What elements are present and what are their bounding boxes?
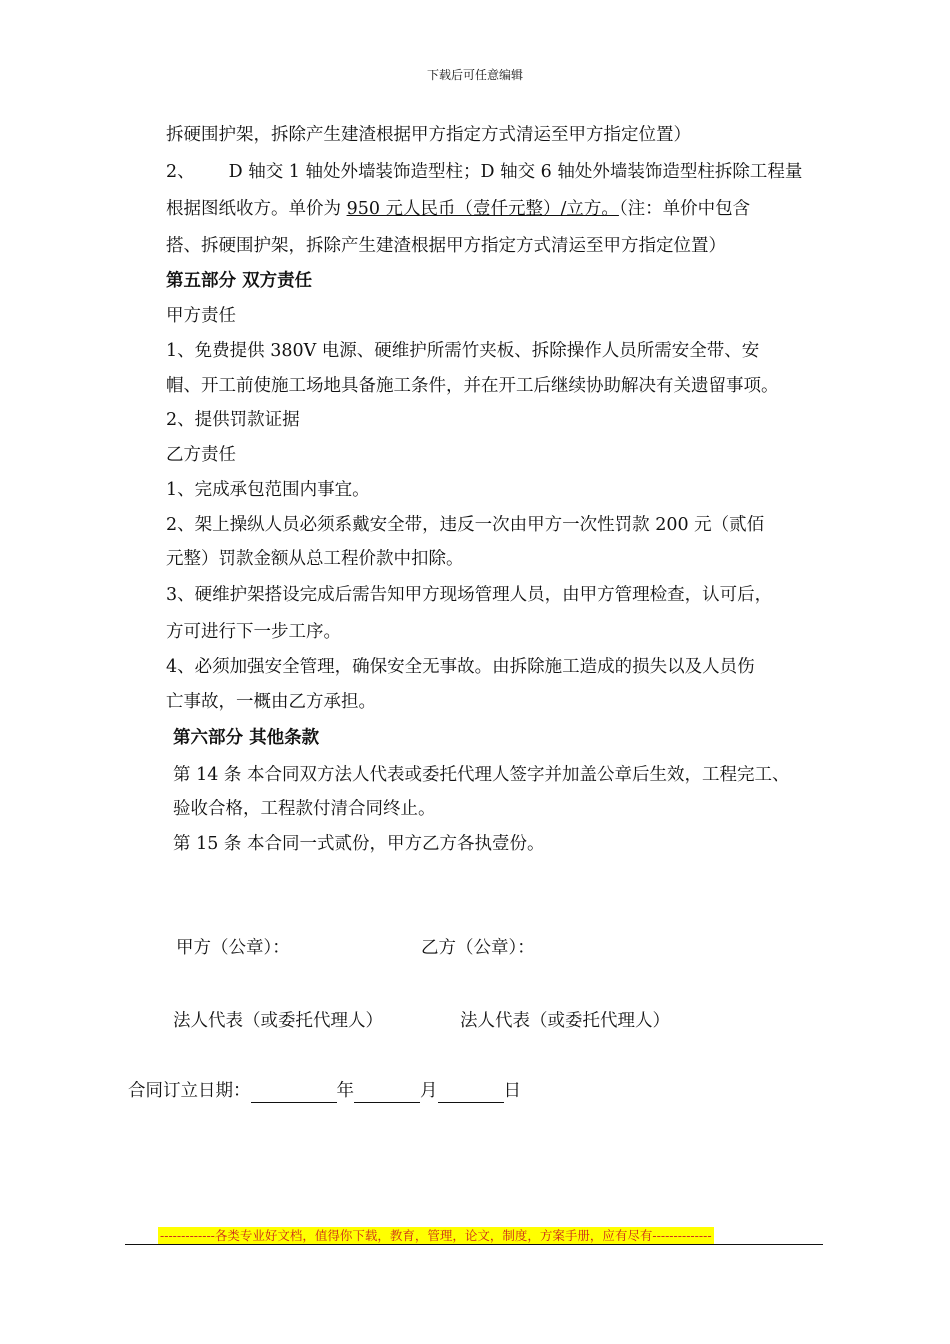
footer-banner: -------------各类专业好文档，值得你下载，教育，管理，论文，制度，方案手册，应有尽有-------------- [160,1228,712,1243]
party-b-item-1: 1、完成承包范围内事宜。 [166,480,370,500]
party-b-item-2-line-2: 元整）罚款金额从总工程价款中扣除。 [166,549,464,569]
party-b-item-3-line-2: 方可进行下一步工序。 [166,622,341,642]
party-b-item-3-line-1: 3、硬维护架搭设完成后需告知甲方现场管理人员，由甲方管理检查，认可后， [166,585,773,605]
article-15: 第 15 条 本合同一式贰份，甲方乙方各执壹份。 [173,834,545,854]
item-2-line-1 [166,160,802,184]
price-note: （注：单价中包含 [618,199,751,219]
party-a-item-2: 2、提供罚款证据 [166,410,300,430]
month-label: 月 [420,1081,438,1101]
section-6-title: 第六部分 其他条款 [173,728,320,748]
price-prefix: 根据图纸收方。单价为 [166,199,347,219]
party-b-responsibility-title: 乙方责任 [166,445,236,465]
party-a-item-1-line-1: 1、免费提供 380V 电源、硬维护所需竹夹板、拆除操作人员所需安全带、安 [166,341,760,361]
day-blank[interactable] [438,1084,504,1103]
party-b-item-4-line-2: 亡事故，一概由乙方承担。 [166,692,376,712]
footer-divider [125,1244,823,1245]
item-2-line-3: 搭、拆硬围护架，拆除产生建渣根据甲方指定方式清运至甲方指定位置） [166,236,726,256]
year-blank[interactable] [251,1084,337,1103]
page-header: 下载后可任意编辑 [426,68,523,82]
party-b-seal: 乙方（公章）： [421,938,535,958]
party-a-item-1-line-2: 帽、开工前使施工场地具备施工条件，并在开工后继续协助解决有关遗留事项。 [166,376,779,396]
day-label: 日 [503,1081,521,1101]
unit-price: 950 元人民币（壹仟元整）/立方。 [346,199,619,219]
article-14-line-2: 验收合格，工程款付清合同终止。 [173,799,436,819]
party-a-representative: 法人代表（或委托代理人） [173,1011,383,1031]
month-blank[interactable] [354,1084,420,1103]
party-b-representative: 法人代表（或委托代理人） [460,1011,670,1031]
party-a-seal: 甲方（公章）： [176,938,290,958]
year-label: 年 [336,1081,354,1101]
paragraph-line: 拆硬围护架，拆除产生建渣根据甲方指定方式清运至甲方指定位置） [166,125,691,145]
party-a-responsibility-title: 甲方责任 [166,306,236,326]
party-b-item-4-line-1: 4、必须加强安全管理，确保安全无事故。由拆除施工造成的损失以及人员伤 [166,657,755,677]
section-5-title: 第五部分 双方责任 [166,271,313,291]
item-number: 2、 [166,162,195,182]
contract-date-line [128,1079,521,1103]
date-label: 合同订立日期： [128,1081,251,1101]
party-b-item-2-line-1: 2、架上操纵人员必须系戴安全带，违反一次由甲方一次性罚款 200 元（贰佰 [166,515,765,535]
item-text: D 轴交 1 轴处外墙装饰造型柱；D 轴交 6 轴处外墙装饰造型柱拆除工程量 [228,162,803,182]
article-14-line-1: 第 14 条 本合同双方法人代表或委托代理人签字并加盖公章后生效，工程完工、 [173,765,790,785]
item-2-line-2 [166,197,750,221]
